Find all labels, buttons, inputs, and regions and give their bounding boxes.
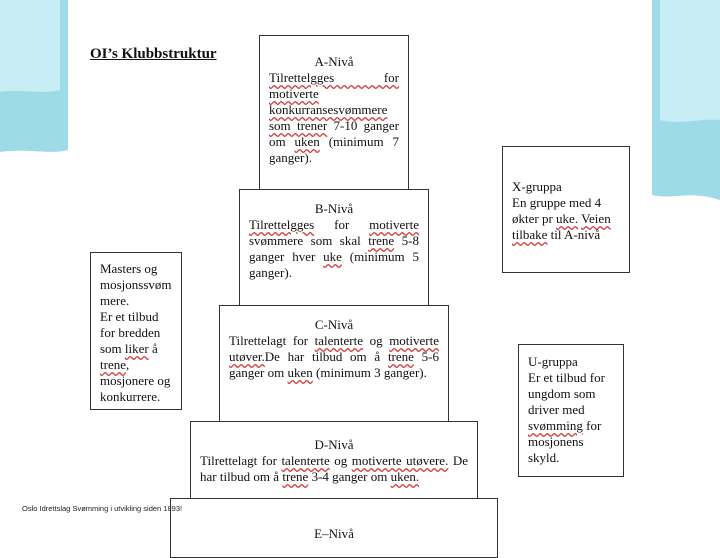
level-c-underline-3: trene xyxy=(387,349,414,364)
level-b-underline-2: motiverte xyxy=(369,217,419,232)
level-d-underline-1: talenterte xyxy=(281,453,330,468)
u-gruppa-text xyxy=(528,370,617,466)
level-a-text-2: 7-10 ganger om xyxy=(269,118,400,149)
level-d-box xyxy=(190,421,478,499)
level-a-box xyxy=(259,35,409,191)
x-gruppa-underline-2: Veien tilbake xyxy=(512,211,611,242)
masters-text-3: å xyxy=(148,341,158,356)
level-d-heading: D-Nivå xyxy=(314,437,354,452)
level-b-text xyxy=(249,217,419,281)
level-a-heading: A-Nivå xyxy=(314,54,354,69)
masters-text-block xyxy=(100,309,175,405)
masters-underline-2: trene xyxy=(100,357,126,372)
u-gruppa-underline-1: svømming xyxy=(528,418,583,433)
level-c-text-3: De har tilbud om å xyxy=(264,349,388,364)
u-gruppa-heading: U-gruppa xyxy=(528,354,578,369)
level-d-text-2: og xyxy=(329,453,352,468)
level-b-box xyxy=(239,189,429,306)
masters-underline-1: liker xyxy=(124,341,149,356)
level-c-text-1: Tilrettelagt for xyxy=(229,333,315,348)
level-e-heading: E–Nivå xyxy=(314,526,354,541)
u-gruppa-text-2: for mosjonens skyld. xyxy=(528,418,602,465)
u-gruppa-box xyxy=(518,344,624,477)
level-d-underline-2: motiverte utøvere. xyxy=(351,453,449,468)
x-gruppa-text-2: til A-nivå xyxy=(547,227,601,242)
level-a-text-1: Tilrettelgges for motiverte konkurransesvømmere som xyxy=(269,70,399,133)
level-c-heading: C-Nivå xyxy=(314,317,354,332)
level-a-underline-1: trener xyxy=(296,118,328,133)
level-c-text-2: og xyxy=(363,333,390,348)
level-d-text-1: Tilrettelagt for xyxy=(200,453,282,468)
level-d-underline-3: trene xyxy=(282,469,309,484)
level-d-text xyxy=(200,453,468,485)
level-b-underline-1: Tilrettelgges xyxy=(249,217,315,232)
masters-text-4: , mosjonere og konkurrere. xyxy=(100,357,171,404)
x-gruppa-box xyxy=(502,146,630,273)
level-c-text-4: 5-6 ganger om xyxy=(229,349,439,380)
level-b-text-2: svømmere som skal xyxy=(249,233,369,248)
masters-box xyxy=(90,252,182,410)
x-gruppa-text xyxy=(512,195,623,243)
level-d-underline-4: uken. xyxy=(390,469,420,484)
level-c-underline-1: talenterte xyxy=(314,333,363,348)
level-d-text-4: 3-4 ganger om xyxy=(308,469,391,484)
level-c-underline-2: motiverte utøver. xyxy=(229,333,440,364)
level-c-underline-4: uken xyxy=(287,365,313,380)
level-c-text xyxy=(229,333,439,381)
level-b-heading: B-Nivå xyxy=(314,201,354,216)
level-b-text-4: (minimum 5 ganger). xyxy=(249,249,420,280)
level-b-underline-3: trene xyxy=(368,233,395,248)
footer-text: Oslo Idrettslag Svømming i utvikling siden 1893! xyxy=(22,504,183,513)
level-a-underline-2: uken xyxy=(294,134,320,149)
x-gruppa-text-1: En gruppe med 4 økter pr xyxy=(512,195,602,226)
level-e-box xyxy=(170,498,498,558)
level-c-text-5: (minimum 3 ganger). xyxy=(312,365,427,380)
level-d-text-3: De har tilbud om å xyxy=(200,453,468,484)
page-title: OI’s Klubbstruktur xyxy=(90,46,217,62)
masters-text-2: Er et tilbud for bredden som xyxy=(100,309,161,356)
level-b-text-1: for xyxy=(314,217,370,232)
x-gruppa-heading: X-gruppa xyxy=(512,179,562,194)
level-a-text xyxy=(269,70,399,166)
masters-text-1: Masters og mosjonssvøm mere. xyxy=(100,261,172,308)
level-a-text-3: (minimum 7 ganger). xyxy=(269,134,399,165)
level-c-box xyxy=(219,305,449,422)
level-b-underline-4: uke xyxy=(323,249,342,264)
u-gruppa-text-1: Er et tilbud for ungdom som driver med xyxy=(528,370,605,417)
level-b-text-3: 5-8 ganger hver xyxy=(249,233,419,264)
x-gruppa-underline-1: uke. xyxy=(556,211,579,226)
